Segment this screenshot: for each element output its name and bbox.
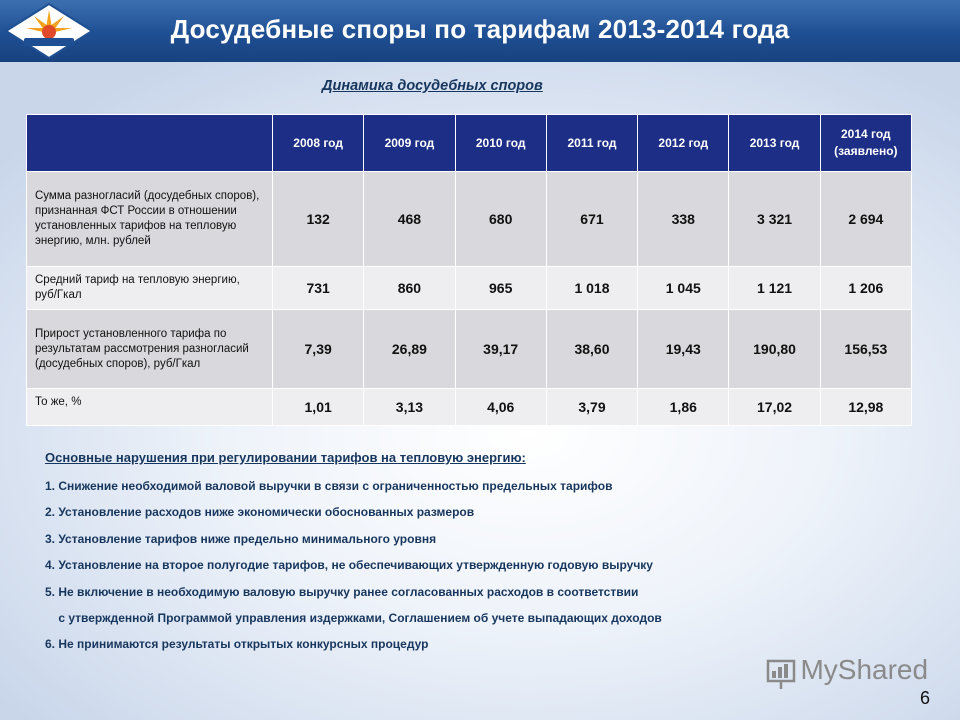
table-cell: 1 121 [729, 267, 820, 310]
table-cell: 1 018 [546, 267, 637, 310]
header-cell-year: 2011 год [546, 115, 637, 172]
table-row [27, 172, 912, 267]
table-cell: 731 [273, 267, 364, 310]
presentation-icon [766, 659, 796, 691]
table-cell: 338 [638, 172, 729, 267]
header-cell-year: 2008 год [273, 115, 364, 172]
table-row [27, 267, 912, 310]
table-cell: 26,89 [364, 310, 455, 389]
page-title: Досудебные споры по тарифам 2013-2014 года [170, 14, 790, 44]
table-cell: 2 694 [820, 172, 911, 267]
table-cell: 1,86 [638, 389, 729, 426]
table-cell: 12,98 [820, 389, 911, 426]
watermark-text: MyShared [800, 654, 929, 685]
table-header-row [27, 115, 912, 172]
header-cell-year: 2014 год (заявлено) [820, 115, 911, 172]
table-cell: 39,17 [455, 310, 546, 389]
row-label: Средний тариф на тепловую энергию, руб/Гкал [27, 267, 273, 310]
table-subtitle: Динамика досудебных споров [322, 78, 543, 94]
table-cell: 19,43 [638, 310, 729, 389]
header-bar [0, 0, 960, 62]
violation-item-continued: с утвержденной Программой управления издержками, Соглашением об учете выпадающих доходов [45, 611, 662, 625]
watermark [766, 654, 928, 691]
header-cell-year: 2010 год [455, 115, 546, 172]
table-cell: 468 [364, 172, 455, 267]
table-row [27, 310, 912, 389]
table-cell: 671 [546, 172, 637, 267]
violation-item: 1. Снижение необходимой валовой выручки в связи с ограниченностью предельных тарифов [45, 479, 613, 493]
table-row [27, 389, 912, 426]
violation-item: 6. Не принимаются результаты открытых конкурсных процедур [45, 637, 429, 651]
table-cell: 17,02 [729, 389, 820, 426]
table-cell: 132 [273, 172, 364, 267]
header-cell-empty [27, 115, 273, 172]
table-cell: 7,39 [273, 310, 364, 389]
table-cell: 965 [455, 267, 546, 310]
row-label: Прирост установленного тарифа по результатам рассмотрения разногласий (досудебных споров), руб/Гкал [27, 310, 273, 389]
header-cell-year: 2009 год [364, 115, 455, 172]
violation-item: 4. Установление на второе полугодие тарифов, не обеспечивающих утвержденную годовую выручку [45, 558, 653, 572]
table-cell: 3,79 [546, 389, 637, 426]
table-cell: 1 206 [820, 267, 911, 310]
page-number: 6 [920, 688, 931, 708]
row-label: Сумма разногласий (досудебных споров), признанная ФСТ России в отношении установленных тарифов на тепловую энергию, млн. рублей [27, 172, 273, 267]
violation-item: 5. Не включение в необходимую валовую выручку ранее согласованных расходов в соответствии [45, 585, 639, 599]
violation-item: 3. Установление тарифов ниже предельно минимального уровня [45, 532, 437, 546]
table-cell: 3 321 [729, 172, 820, 267]
header-cell-year: 2012 год [638, 115, 729, 172]
table-cell: 860 [364, 267, 455, 310]
table-cell: 38,60 [546, 310, 637, 389]
table-cell: 1 045 [638, 267, 729, 310]
row-label: То же, % [27, 389, 273, 426]
header-cell-year: 2013 год [729, 115, 820, 172]
table-cell: 190,80 [729, 310, 820, 389]
disputes-table [26, 114, 912, 426]
table-cell: 3,13 [364, 389, 455, 426]
table-cell: 156,53 [820, 310, 911, 389]
violation-item: 2. Установление расходов ниже экономически обоснованных размеров [45, 505, 475, 519]
table-cell: 1,01 [273, 389, 364, 426]
table-cell: 4,06 [455, 389, 546, 426]
table-cell: 680 [455, 172, 546, 267]
violations-heading: Основные нарушения при регулировании тарифов на тепловую энергию: [45, 450, 526, 465]
